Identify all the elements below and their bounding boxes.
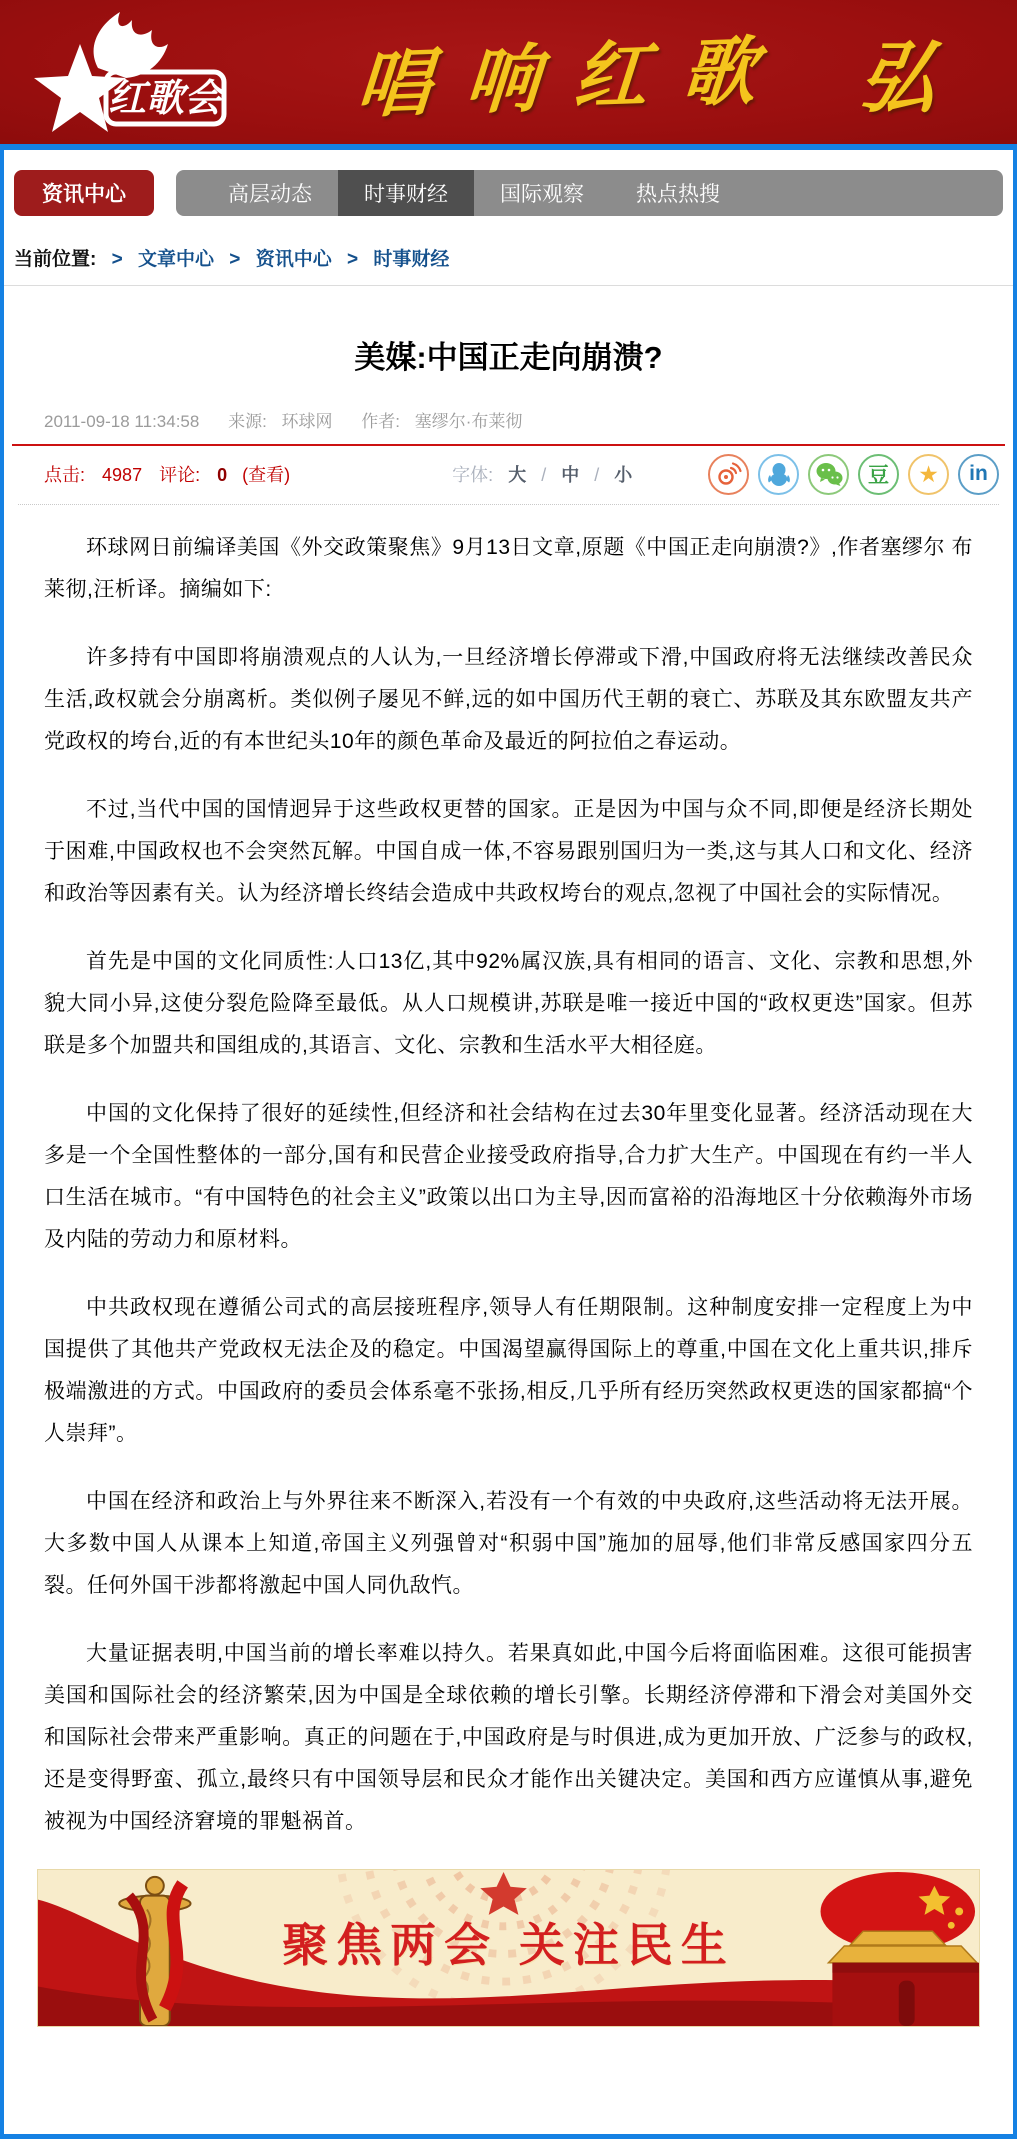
click-comment-stats (44, 461, 302, 487)
breadcrumb-divider (4, 285, 1013, 286)
breadcrumb-separator: > (229, 249, 241, 270)
author-value: 塞缪尔·布莱彻 (414, 412, 523, 431)
breadcrumb-link-news-center[interactable]: 资讯中心 (255, 249, 332, 270)
bottom-spacer (4, 2027, 1013, 2051)
weibo-icon (716, 461, 742, 487)
footer-slogan: 聚焦两会 关注民生 (282, 1919, 735, 1971)
nav-item-gaoceng[interactable]: 高层动态 (228, 183, 312, 206)
site-banner (0, 0, 1017, 144)
clicks-count: 4987 (102, 465, 143, 485)
qq-share-icon[interactable] (758, 454, 799, 495)
breadcrumb-link-shishi[interactable]: 时事财经 (373, 249, 450, 270)
paragraph: 中国在经济和政治上与外界往来不断深入,若没有一个有效的中央政府,这些活动将无法开展。大多数中国人从课本上知道,帝国主义列强曾对“积弱中国”施加的屈辱,他们非常反感国家四分五裂。任何外国干涉都将激起中国人同仇敌忾。 (44, 1490, 973, 1597)
view-comments-link[interactable]: (查看) (242, 465, 291, 485)
paragraph: 大量证据表明,中国当前的增长率难以持久。若果真如此,中国今后将面临困难。这很可能损害美国和国际社会的经济繁荣,因为中国是全球依赖的增长引擎。长期经济停滞和下滑会对美国外交和国际社会带来严重影响。真正的问题在于,中国政府是与时俱进,成为更加开放、广泛参与的政权,还是变得野蛮、孤立,最终只有中国领导层和民众才能作出关键决定。美国和西方应谨慎从事,避免被视为中国经济窘境的罪魁祸首。 (44, 1642, 973, 1833)
linkedin-glyph: in (969, 462, 988, 485)
paragraph: 环球网日前编译美国《外交政策聚焦》9月13日文章,原题《中国正走向崩溃?》,作者塞缪尔 布莱彻,汪析译。摘编如下: (44, 536, 973, 601)
paragraph: 中国的文化保持了很好的延续性,但经济和社会结构在过去30年里变化显著。经济活动现在大多是一个全国性整体的一部分,国有和民营企业接受政府指导,合力扩大生产。中国现在有约一半人口生活在城市。“有中国特色的社会主义”政策以出口为主导,因而富裕的沿海地区十分依赖海外市场及内陆的劳动力和原材料。 (44, 1102, 973, 1251)
breadcrumb-label: 当前位置: (14, 249, 97, 270)
paragraph: 许多持有中国即将崩溃观点的人认为,一旦经济增长停滞或下滑,中国政府将无法继续改善民众生活,政权就会分崩离析。类似例子屡见不鲜,远的如中国历代王朝的衰亡、苏联及其东欧盟友共产党政权的垮台,近的有本世纪头10年的颜色革命及最近的阿拉伯之春运动。 (44, 646, 973, 753)
main-nav (14, 170, 1003, 216)
banner-calligraphy (354, 16, 944, 128)
logo-text: 红歌会 (107, 78, 223, 120)
douban-glyph: 豆 (868, 464, 889, 487)
nav-item-shishi-active[interactable]: 时事财经 (338, 170, 474, 216)
breadcrumb (14, 244, 1003, 271)
qq-penguin-icon (766, 461, 792, 487)
font-size-separator: / (594, 465, 600, 485)
font-size-control (452, 461, 642, 487)
footer-promo-banner[interactable] (37, 1869, 980, 2027)
font-size-label: 字体: (452, 465, 494, 485)
breadcrumb-link-article-center[interactable]: 文章中心 (138, 249, 215, 270)
wechat-icon (815, 461, 843, 487)
source-value: 环球网 (281, 412, 333, 431)
font-size-large[interactable]: 大 (508, 465, 527, 485)
comments-count: 0 (217, 465, 228, 485)
author-label: 作者: (361, 412, 401, 431)
wechat-share-icon[interactable] (808, 454, 849, 495)
article-body (4, 505, 1013, 1843)
font-size-separator: / (541, 465, 547, 485)
nav-section-button[interactable]: 资讯中心 (14, 170, 154, 216)
nav-item-guoji[interactable]: 国际观察 (500, 183, 584, 206)
nav-item-redian[interactable]: 热点热搜 (636, 183, 720, 206)
stats-row (4, 446, 1013, 504)
site-logo[interactable] (28, 6, 238, 138)
page-title: 美媒:中国正走向崩溃? (354, 340, 663, 375)
source-label: 来源: (228, 412, 267, 431)
content-frame (0, 144, 1017, 2139)
linkedin-share-icon[interactable] (958, 454, 999, 495)
font-size-medium[interactable]: 中 (561, 465, 580, 485)
qzone-star-glyph: ★ (918, 460, 939, 487)
share-bar (708, 454, 999, 495)
breadcrumb-separator: > (346, 249, 359, 270)
breadcrumb-separator: > (111, 249, 123, 270)
clicks-label: 点击: (44, 465, 86, 485)
weibo-share-icon[interactable] (708, 454, 749, 495)
article-date: 2011-09-18 11:34:58 (44, 412, 200, 431)
douban-share-icon[interactable] (858, 454, 899, 495)
article-meta (44, 407, 1013, 432)
nav-bar (176, 170, 1003, 216)
qzone-share-icon[interactable] (908, 454, 949, 495)
banner-calligraphy-right: 弘 (852, 34, 944, 122)
paragraph: 不过,当代中国的国情迥异于这些政权更替的国家。正是因为中国与众不同,即便是经济长期处于困难,中国政权也不会突然瓦解。中国自成一体,不容易跟别国归为一类,这与其人口和文化、经济和政治等因素有关。认为经济增长终结会造成中共政权垮台的观点,忽视了中国社会的实际情况。 (44, 798, 973, 905)
red-song-society-logo-icon (28, 6, 238, 138)
comments-label: 评论: (159, 465, 201, 485)
paragraph: 中共政权现在遵循公司式的高层接班程序,领导人有任期限制。这种制度安排一定程度上为中国提供了其他共产党政权无法企及的稳定。中国渴望赢得国际上的尊重,中国在文化上重共识,排斥极端激进的方式。中国政府的委员会体系毫不张扬,相反,几乎所有经历突然政权更迭的国家都搞“个人崇拜”。 (44, 1296, 973, 1445)
flame-icon (94, 12, 168, 78)
font-size-small[interactable]: 小 (614, 465, 633, 485)
banner-calligraphy-text: 唱响红歌 (354, 28, 794, 127)
paragraph: 首先是中国的文化同质性:人口13亿,其中92%属汉族,具有相同的语言、文化、宗教和思想,外貌大同小异,这使分裂危险降至最低。从人口规模讲,苏联是唯一接近中国的“政权更迭”国家。但苏联是多个加盟共和国组成的,其语言、文化、宗教和生活水平大相径庭。 (44, 950, 973, 1057)
